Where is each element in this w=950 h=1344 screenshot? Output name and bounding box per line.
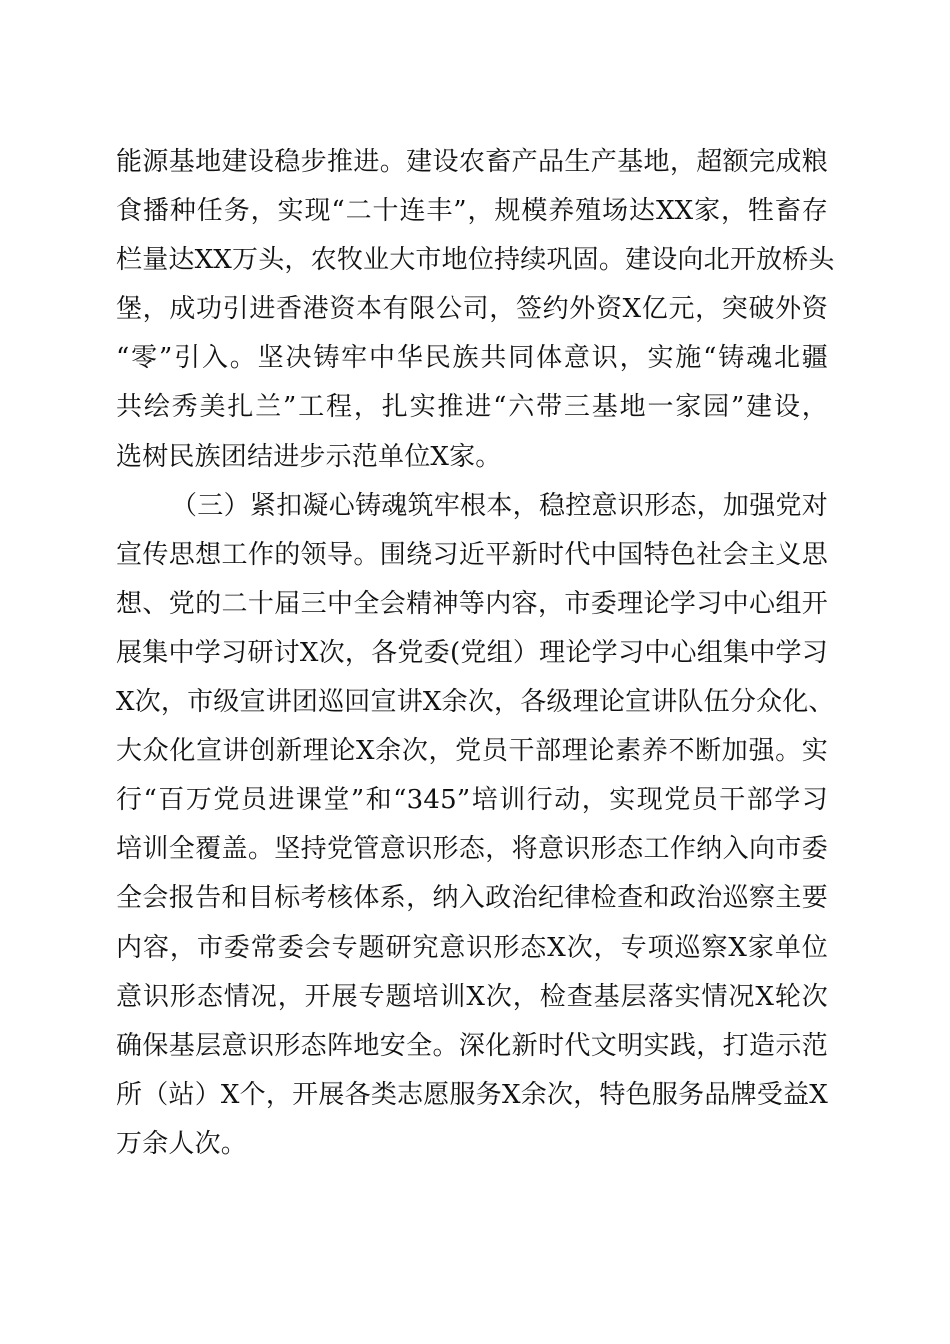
text-line: “零”引入。坚决铸牢中华民族共同体意识，实施“铸魂北疆 bbox=[116, 343, 828, 374]
text-line: 能源基地建设稳步推进。建设农畜产品生产基地，超额完成粮 bbox=[116, 147, 828, 177]
text-line: 堡，成功引进香港资本有限公司，签约外资X亿元，突破外资 bbox=[116, 294, 828, 325]
paragraph-ideology-section-3 bbox=[116, 482, 835, 1169]
text-line: 万余人次。 bbox=[116, 1128, 248, 1159]
text-line: 内容，市委常委会专题研究意识形态X次，专项巡察X家单位 bbox=[116, 932, 828, 963]
text-line: 培训全覆盖。坚持党管意识形态，将意识形态工作纳入向市委 bbox=[116, 834, 828, 865]
text-line: 宣传思想工作的领导。围绕习近平新时代中国特色社会主义思 bbox=[116, 539, 828, 570]
text-line: 共绘秀美扎兰”工程，扎实推进“六带三基地一家园”建设， bbox=[116, 392, 828, 423]
text-line: 全会报告和目标考核体系，纳入政治纪律检查和政治巡察主要 bbox=[116, 883, 828, 914]
text-line: 食播种任务，实现“二十连丰”，规模养殖场达XX家，牲畜存 bbox=[116, 196, 828, 227]
paragraph-energy-agriculture bbox=[116, 138, 835, 482]
text-line: 行“百万党员进课堂”和“345”培训行动，实现党员干部学习 bbox=[116, 785, 828, 816]
text-line: 确保基层意识形态阵地安全。深化新时代文明实践，打造示范 bbox=[116, 1030, 828, 1061]
document-body bbox=[116, 138, 835, 1169]
text-line: X次，市级宣讲团巡回宣讲X余次，各级理论宣讲队伍分众化、 bbox=[116, 687, 835, 718]
text-line: 意识形态情况，开展专题培训X次，检查基层落实情况X轮次 bbox=[116, 981, 828, 1012]
text-line: 大众化宣讲创新理论X余次，党员干部理论素养不断加强。实 bbox=[116, 736, 828, 767]
text-line: 展集中学习研讨X次，各党委(党组）理论学习中心组集中学习 bbox=[116, 637, 828, 668]
text-line: 想、党的二十届三中全会精神等内容，市委理论学习中心组开 bbox=[116, 588, 828, 619]
text-line: 栏量达XX万头，农牧业大市地位持续巩固。建设向北开放桥头 bbox=[116, 245, 835, 276]
section-heading-line: （三）紧扣凝心铸魂筑牢根本，稳控意识形态，加强党对 bbox=[171, 490, 828, 521]
text-line: 选树民族团结进步示范单位X家。 bbox=[116, 441, 502, 472]
text-line: 所（站）X个，开展各类志愿服务X余次，特色服务品牌受益X bbox=[116, 1079, 828, 1110]
